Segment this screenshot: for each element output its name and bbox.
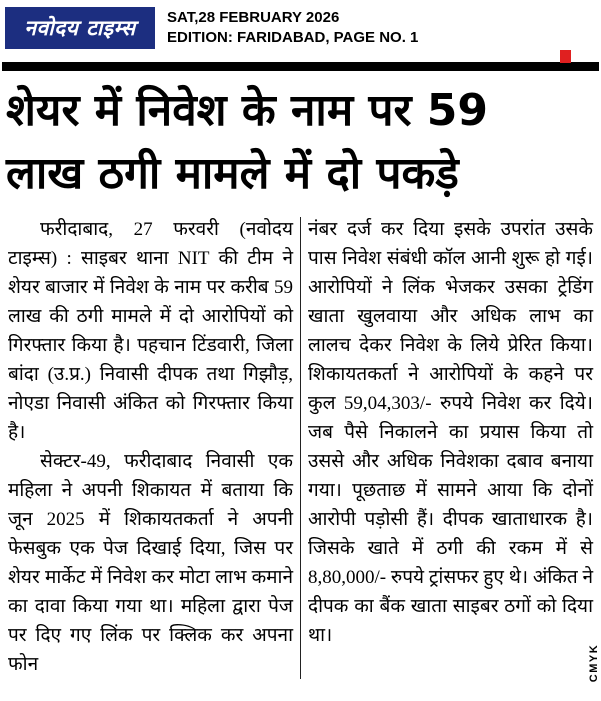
article-body (0, 205, 601, 679)
headline-line2: लाख ठगी मामले में दो पकड़े (6, 148, 459, 199)
masthead-divider-rule (2, 62, 599, 71)
column-left (8, 215, 293, 679)
paragraph: फरीदाबाद, 27 फरवरी (नवोदय टाइम्स) : साइबर थाना NIT की टीम ने शेयर बाजार में निवेश के नाम पर करीब 59 लाख की ठगी मामले में दो आरोपियों को गिरफ्तार किया है। पहचान टिंडवारी, जिला बांदा (उ.प्र.) निवासी दीपक तथा गिझौड़, नोएडा निवासी अंकित को गिरफ्तार किया है। (8, 219, 293, 443)
column-right (308, 215, 593, 679)
cmyk-print-mark: CMYK (587, 643, 600, 683)
column-divider (300, 217, 301, 679)
paragraph: नंबर दर्ज कर दिया इसके उपरांत उसके पास निवेश संबंधी कॉल आनी शुरू हो गई। आरोपियों ने लिंक भेजकर उसका ट्रेडिंग खाता खुलवाया और अधिक लाभ का लालच देकर निवेश के लिये प्रेरित किया। शिकायतकर्ता ने आरोपियों के कहने पर कुल 59,04,303/- रुपये निवेश कर दिये। जब पैसे निकालने का प्रयास किया तो उससे और अधिक निवेशका दबाव बनाया गया। पूछताछ में सामने आया कि दोनों आरोपी पड़ोसी हैं। दीपक खाताधारक है। जिसके खाते में ठगी की रकम में से 8,80,000/- रुपये ट्रांसफर हुए थे। अंकित ने दीपक का बैंक खाता साइबर ठगों को दिया था। (308, 219, 593, 646)
paragraph: सेक्टर-49, फरीदाबाद निवासी एक महिला ने अपनी शिकायत में बताया कि जून 2025 में शिकायतकर्ता ने अपनी फेसबुक एक पेज दिखाई दिया, जिस पर शेयर मार्केट में निवेश कर मोटा लाभ कमाने का दावा किया गया था। महिला द्वारा पेज पर दिए गए लिंक पर क्लिक कर अपना फोन (8, 451, 293, 675)
date-block (167, 7, 418, 48)
date-line: SAT,28 FEBRUARY 2026 (167, 9, 340, 26)
masthead (0, 0, 601, 62)
article-headline (6, 79, 595, 205)
newspaper-logo (5, 7, 155, 49)
headline-line1: शेयर में निवेश के नाम पर 59 (6, 85, 488, 136)
red-print-mark-icon (560, 50, 571, 63)
edition-line: EDITION: FARIDABAD, PAGE NO. 1 (167, 29, 419, 46)
logo-text: नवोदय टाइम्स (24, 16, 136, 40)
